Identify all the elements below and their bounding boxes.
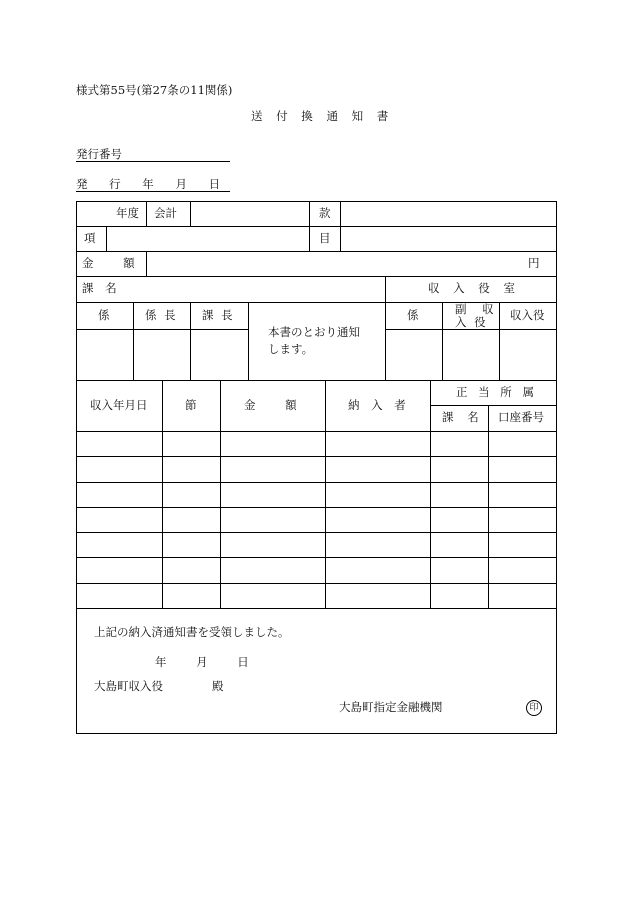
table-row	[76, 507, 557, 508]
kakaricho-label: 係 長	[145, 308, 176, 322]
table-row	[76, 557, 557, 558]
rule	[76, 226, 557, 227]
rule	[325, 380, 326, 608]
form-number-label: 様式第55号(第27条の11関係)	[76, 83, 233, 97]
rule	[133, 302, 134, 380]
col-receipt-date: 収入年月日	[90, 398, 148, 412]
rule	[162, 380, 163, 608]
rule	[76, 431, 557, 432]
rule	[76, 276, 557, 277]
issue-date-underline	[76, 191, 230, 192]
table-row	[76, 608, 557, 609]
rule	[442, 302, 443, 380]
rule	[146, 251, 147, 276]
kou-label: 項	[84, 231, 96, 245]
notice-text-line1: 本書のとおり通知	[268, 325, 360, 339]
receipt-statement: 上記の納入済通知書を受領しました。	[94, 625, 290, 639]
col-payer: 納 入 者	[348, 398, 406, 412]
moku-label: 目	[319, 231, 331, 245]
rule	[430, 405, 557, 406]
rule	[190, 201, 191, 226]
notice-text-line2: します。	[268, 342, 314, 356]
rule	[248, 302, 249, 380]
account-label: 会計	[154, 206, 177, 220]
section-name-label: 課 名	[82, 281, 117, 295]
kakari-label: 係	[98, 308, 110, 322]
rule	[76, 329, 248, 330]
table-row	[76, 456, 557, 457]
receipt-date-line: 年 月 日	[155, 655, 249, 669]
honorific: 殿	[212, 679, 224, 693]
kakari2-label: 係	[407, 308, 419, 322]
amount-label: 金 額	[82, 256, 135, 270]
kan-label: 款	[319, 206, 331, 220]
treasurer-office-label: 収 入 役 室	[428, 281, 515, 295]
seal-mark: 印	[526, 700, 542, 716]
addressee: 大島町収入役	[94, 679, 163, 693]
treasurer-label: 収入役	[510, 308, 545, 322]
issue-date-label: 発 行 年 月 日	[76, 177, 221, 191]
deputy-treasurer-line2: 入 役	[455, 315, 486, 329]
table-row	[76, 583, 557, 584]
rule	[106, 226, 107, 251]
rule	[340, 201, 341, 251]
kacho-label: 課 長	[202, 308, 233, 322]
table-row	[76, 532, 557, 533]
rule	[309, 201, 310, 251]
table-row	[76, 482, 557, 483]
col-section-name: 課 名	[442, 410, 479, 424]
col-amount: 金 額	[244, 398, 297, 412]
issue-number-underline	[76, 161, 230, 162]
col-account-number: 口座番号	[498, 410, 544, 424]
col-proper-dept: 正 当 所 属	[456, 385, 534, 399]
rule	[385, 329, 557, 330]
rule	[385, 276, 386, 380]
rule	[146, 201, 147, 226]
deputy-treasurer-line1: 副 収	[455, 302, 494, 316]
document-title: 送 付 換 通 知 書	[251, 109, 394, 123]
col-setsu: 節	[185, 398, 197, 412]
rule	[220, 380, 221, 608]
rule	[190, 302, 191, 380]
designated-bank: 大島町指定金融機関	[339, 700, 443, 714]
yen-label: 円	[528, 256, 540, 270]
rule	[499, 302, 500, 380]
issue-number-label: 発行番号	[76, 147, 122, 161]
rule	[430, 380, 431, 608]
rule	[76, 251, 557, 252]
fiscal-year-label: 年度	[116, 206, 139, 220]
rule	[76, 380, 557, 381]
